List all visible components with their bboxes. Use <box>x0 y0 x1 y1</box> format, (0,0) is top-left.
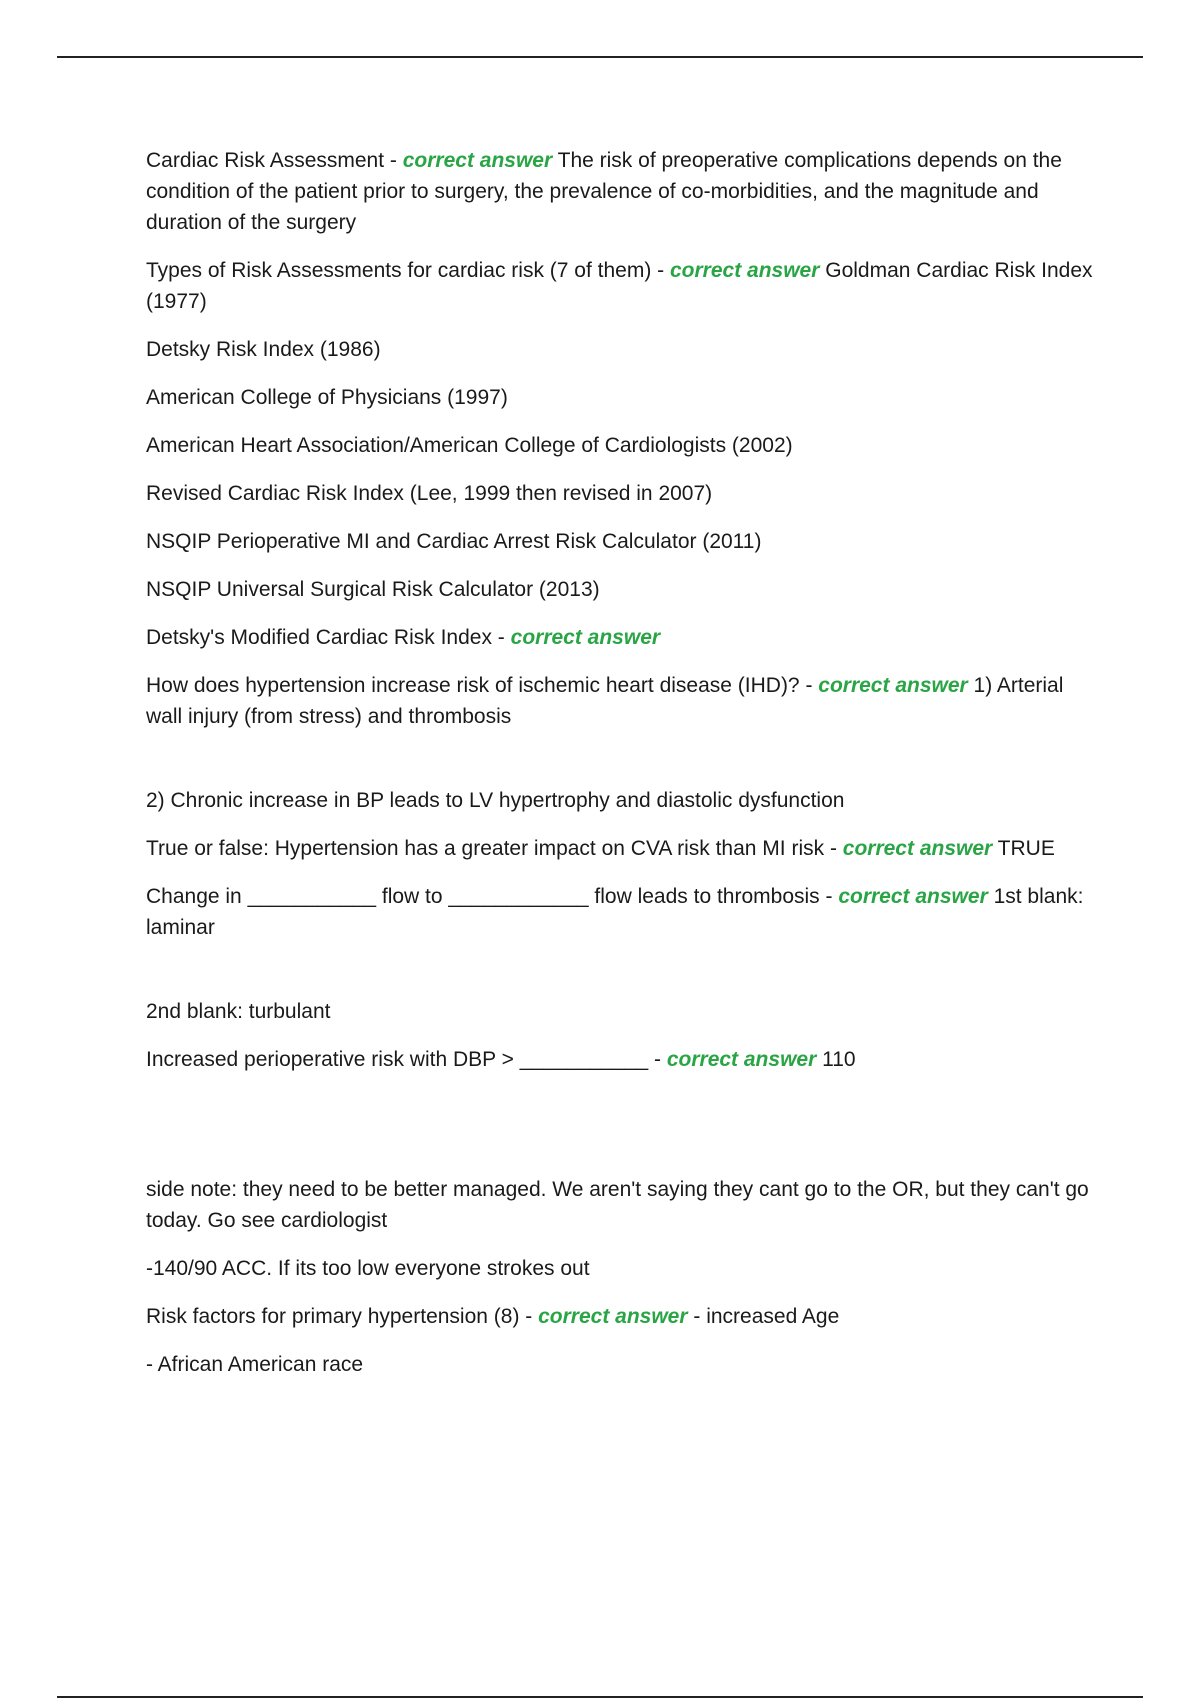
answer-text: - increased Age <box>687 1305 840 1328</box>
question-text: Cardiac Risk Assessment - <box>146 149 403 172</box>
answer-marker: correct answer <box>666 1048 817 1071</box>
qa-paragraph <box>146 255 1096 317</box>
answer-text: 1) Arterial wall injury (from stress) and thrombosis <box>146 674 1064 728</box>
qa-paragraph <box>146 833 1096 864</box>
answer-text: 110 <box>816 1048 856 1071</box>
qa-paragraph <box>146 881 1096 943</box>
qa-paragraph <box>146 670 1096 732</box>
footer-rule <box>57 1696 1143 1698</box>
text-paragraph: American Heart Association/American College of Cardiologists (2002) <box>146 434 793 457</box>
qa-paragraph <box>146 1044 1096 1075</box>
answer-marker: correct answer <box>670 259 820 282</box>
question-text: Risk factors for primary hypertension (8) - <box>146 1305 539 1328</box>
text-paragraph: Revised Cardiac Risk Index (Lee, 1999 then revised in 2007) <box>146 482 713 505</box>
answer-marker: correct answer <box>402 149 553 172</box>
text-paragraph: 2nd blank: turbulant <box>146 1000 331 1023</box>
text-paragraph: 2) Chronic increase in BP leads to LV hypertrophy and diastolic dysfunction <box>146 789 845 812</box>
text-paragraph: NSQIP Universal Surgical Risk Calculator (2013) <box>146 578 600 601</box>
spacer <box>146 749 1096 785</box>
text-paragraph: NSQIP Perioperative MI and Cardiac Arrest Risk Calculator (2011) <box>146 530 762 553</box>
question-text: Change in ___________ flow to ____________ flow leads to thrombosis - <box>146 885 839 908</box>
answer-marker: correct answer <box>818 674 968 697</box>
spacer <box>146 960 1096 996</box>
answer-text: Goldman Cardiac Risk Index (1977) <box>146 259 1093 313</box>
answer-marker: correct answer <box>510 626 661 649</box>
answer-text: TRUE <box>992 837 1055 860</box>
question-text: How does hypertension increase risk of ischemic heart disease (IHD)? - <box>146 674 819 697</box>
question-text: Types of Risk Assessments for cardiac risk (7 of them) - <box>146 259 670 282</box>
answer-marker: correct answer <box>538 1305 688 1328</box>
question-text: Detsky's Modified Cardiac Risk Index - <box>146 626 511 649</box>
header-rule <box>57 56 1143 58</box>
answer-marker: correct answer <box>842 837 993 860</box>
qa-paragraph <box>146 145 1096 238</box>
answer-marker: correct answer <box>838 885 988 908</box>
qa-paragraph <box>146 622 1096 653</box>
question-text: Increased perioperative risk with DBP > ___________ - <box>146 1048 667 1071</box>
text-paragraph: - African American race <box>146 1353 364 1376</box>
answer-text: The risk of preoperative complications depends on the condition of the patient prior to surgery, the prevalence of co-morbidities, and the magnitude and duration of the surgery <box>146 149 1062 234</box>
document-body <box>146 145 1096 1397</box>
spacer <box>146 1092 1096 1174</box>
text-paragraph: American College of Physicians (1997) <box>146 386 508 409</box>
text-paragraph: Detsky Risk Index (1986) <box>146 338 381 361</box>
text-paragraph: -140/90 ACC. If its too low everyone strokes out <box>146 1257 590 1280</box>
text-paragraph: side note: they need to be better managed. We aren't saying they cant go to the OR, but they can't go today. Go see cardiologist <box>146 1178 1089 1232</box>
answer-text: 1st blank: laminar <box>146 885 1084 939</box>
qa-paragraph <box>146 1301 1096 1332</box>
question-text: True or false: Hypertension has a greater impact on CVA risk than MI risk - <box>146 837 843 860</box>
